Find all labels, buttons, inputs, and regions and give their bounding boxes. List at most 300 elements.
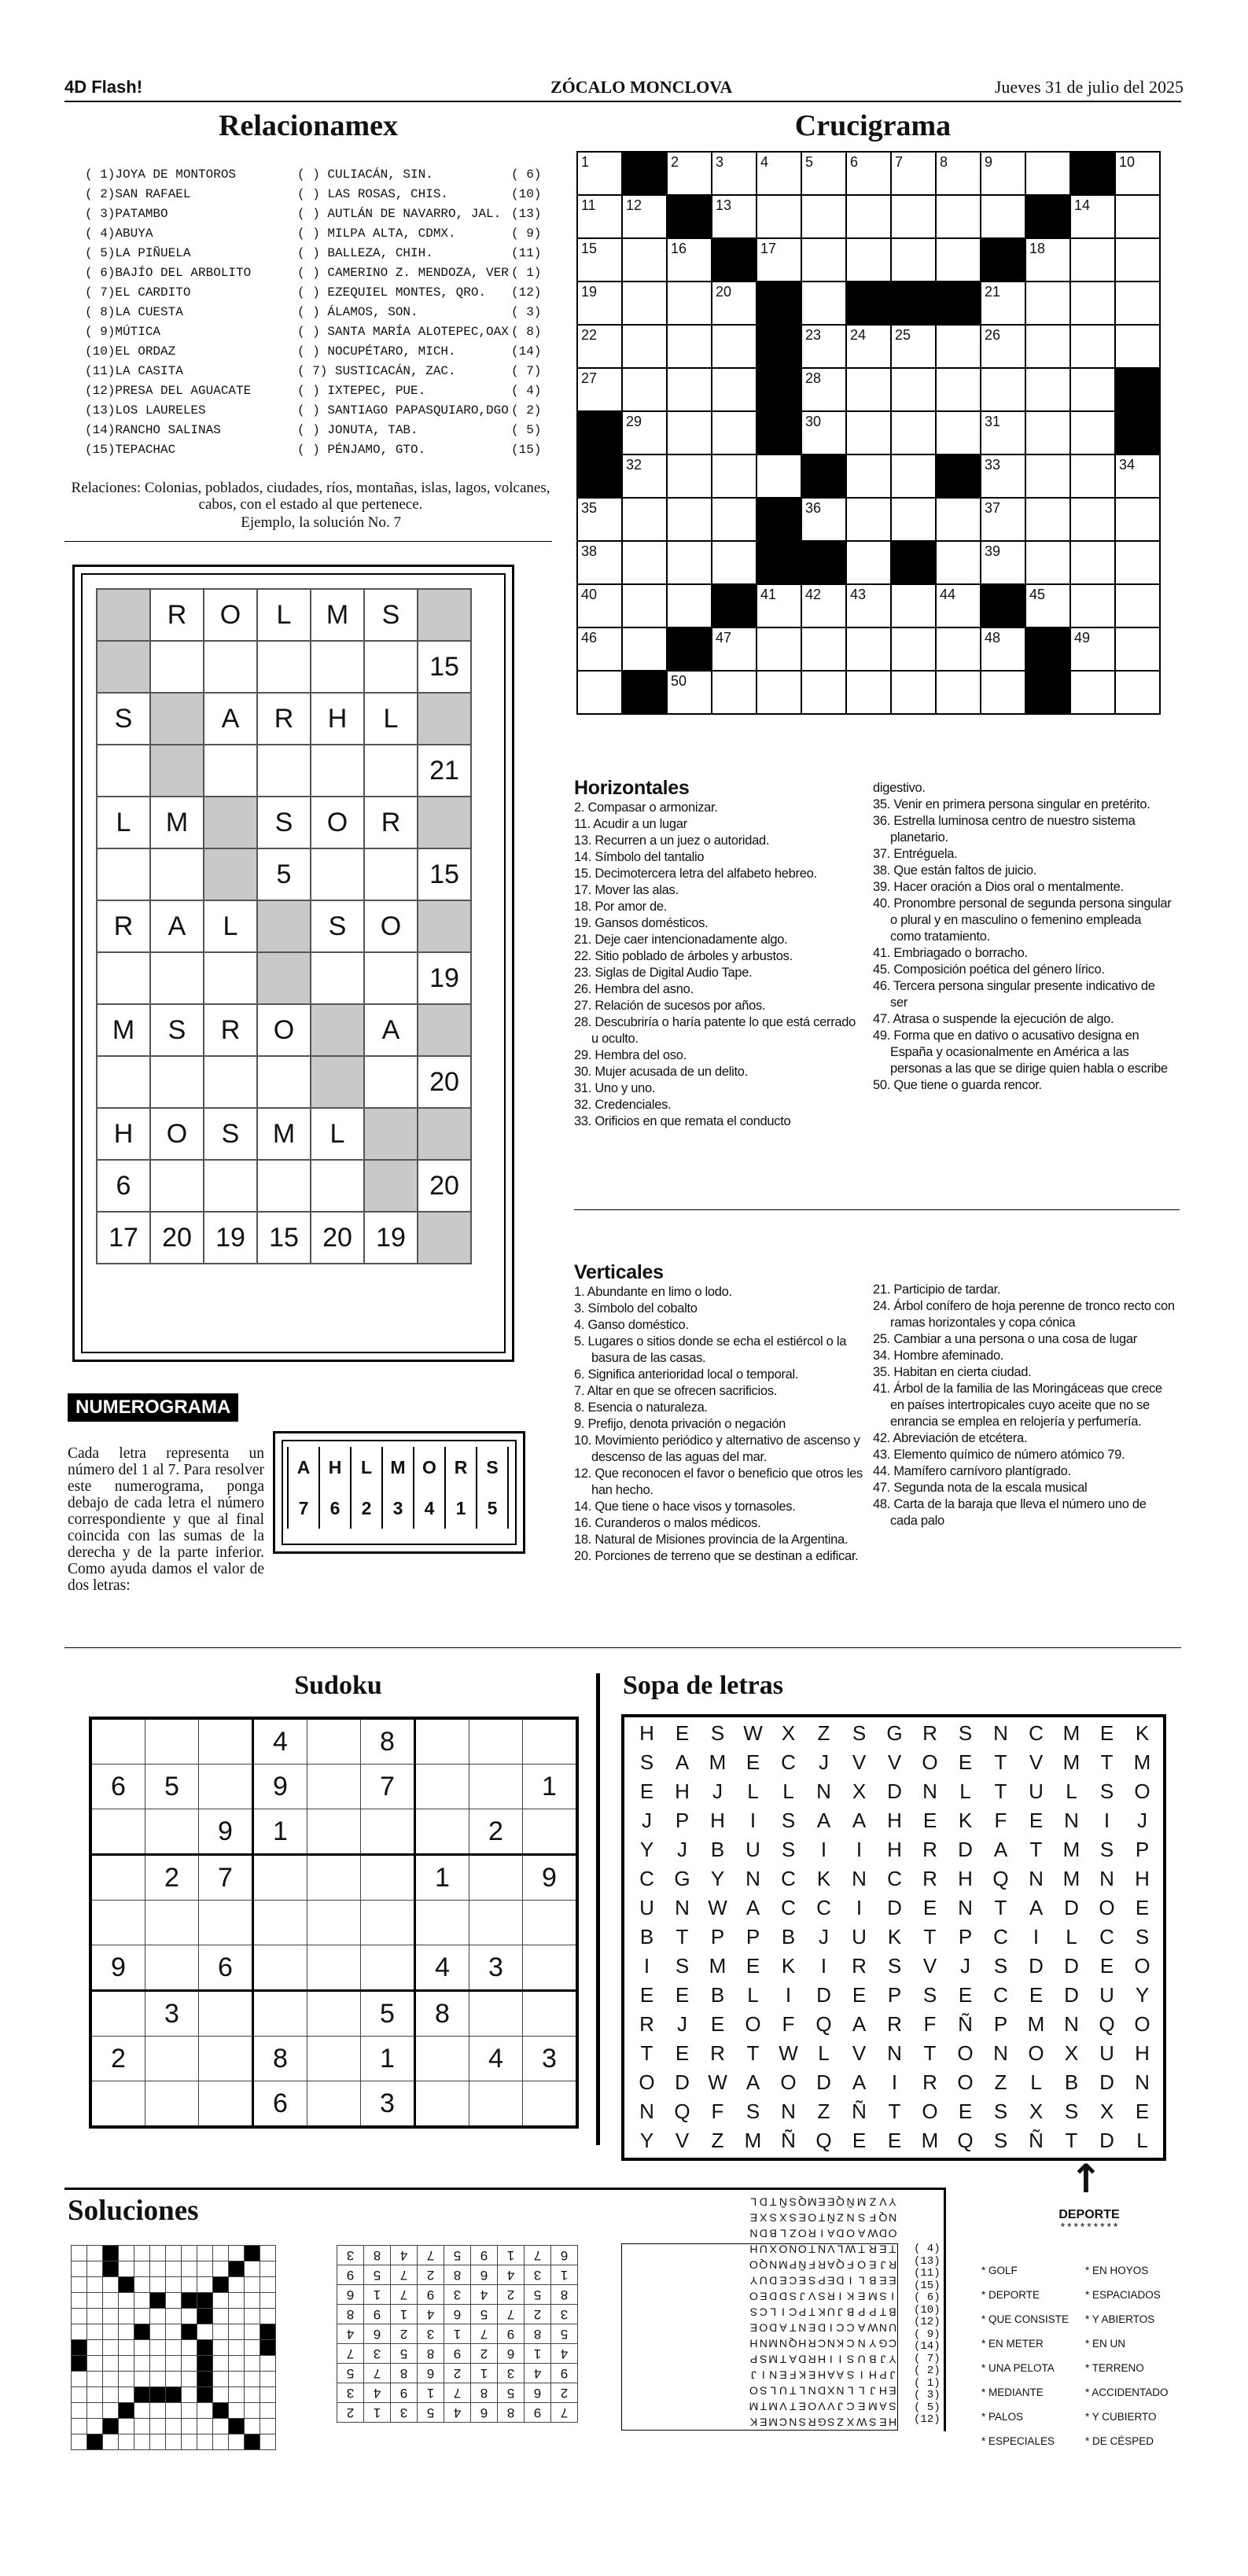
crossword-cell[interactable] [622,541,667,584]
word-search-letter[interactable]: P [818,2274,826,2287]
word-search-letter[interactable]: N [888,2211,897,2225]
word-search-letter[interactable]: R [808,2227,816,2240]
crossword-cell[interactable]: 18 [1025,238,1070,282]
sudoku-cell[interactable] [90,1809,145,1855]
word-search-letter[interactable]: I [856,1896,863,1919]
crossword-cell[interactable] [1070,584,1115,627]
word-search-letter[interactable]: L [858,2274,865,2287]
crossword-cell[interactable] [622,238,667,282]
crossword-cell[interactable] [1025,325,1070,368]
word-search-letter[interactable]: M [709,1750,727,1774]
sudoku-cell[interactable] [90,2081,145,2128]
word-search-letter[interactable]: V [922,1954,937,1978]
word-search-letter[interactable]: E [858,2400,866,2413]
word-search-letter[interactable]: C [789,2306,797,2319]
crossword-cell[interactable]: 5 [801,152,846,195]
word-search-letter[interactable]: Ñ [958,2012,973,2036]
word-search-letter[interactable]: A [675,1750,690,1774]
word-search-letter[interactable]: F [923,2012,937,2036]
word-search-letter[interactable]: M [768,2416,779,2429]
sudoku-cell[interactable] [415,1901,469,1945]
sudoku-cell[interactable] [253,1991,307,2037]
word-search-letter[interactable]: O [749,2258,758,2272]
word-search-letter[interactable]: A [745,2070,760,2094]
word-search-letter[interactable]: N [789,2243,797,2256]
crossword-cell[interactable]: 36 [801,498,846,541]
sudoku-cell[interactable] [523,1718,578,1765]
word-search-letter[interactable]: U [759,2243,768,2256]
word-search-letter[interactable]: E [1135,1896,1150,1919]
word-search-letter[interactable]: C [1029,1721,1044,1745]
word-search-letter[interactable]: M [768,2400,779,2413]
word-search-letter[interactable]: T [769,2195,777,2209]
word-search-letter[interactable]: I [749,1809,757,1832]
word-search-letter[interactable]: R [922,2070,937,2094]
word-search-letter[interactable]: W [867,2227,878,2240]
word-search-letter[interactable]: H [710,1809,725,1832]
crossword-cell[interactable]: 8 [936,152,981,195]
word-search-letter[interactable]: F [808,2258,816,2272]
sudoku-cell[interactable] [307,1855,361,1901]
word-search-letter[interactable]: A [816,1809,831,1832]
word-search-letter[interactable]: N [781,2099,796,2123]
word-search-letter[interactable]: D [958,1838,973,1861]
word-search-letter[interactable]: S [745,2099,760,2123]
word-search-letter[interactable]: I [860,2368,863,2382]
word-search-letter[interactable]: C [781,1750,796,1774]
word-search-letter[interactable]: A [993,1838,1008,1861]
sudoku-cell[interactable] [90,1901,145,1945]
crossword-cell[interactable] [667,454,712,498]
word-search-letter[interactable]: N [745,1867,760,1890]
word-search-letter[interactable]: J [712,1779,723,1803]
crossword-cell[interactable]: 40 [577,584,622,627]
word-search-letter[interactable]: U [1029,1779,1044,1803]
crossword-cell[interactable]: 39 [981,541,1025,584]
word-search-letter[interactable]: E [922,1809,937,1832]
crossword-cell[interactable]: 7 [891,152,936,195]
crossword-cell[interactable]: 3 [712,152,757,195]
word-search-letter[interactable]: M [779,2258,788,2272]
word-search-letter[interactable]: P [858,2306,866,2319]
word-search-letter[interactable]: T [923,2041,937,2065]
word-search-letter[interactable]: R [808,2337,816,2350]
word-search-letter[interactable]: Y [889,2353,896,2366]
word-search-letter[interactable]: S [1064,2099,1079,2123]
word-search-letter[interactable]: J [819,1750,829,1774]
word-search-letter[interactable]: R [852,1954,867,1978]
word-search-letter[interactable]: W [856,2416,867,2429]
sudoku-cell[interactable] [307,2037,361,2081]
word-search-letter[interactable]: O [1134,2012,1150,2036]
word-search-letter[interactable]: E [858,2290,866,2303]
word-search-letter[interactable]: E [958,1983,973,2007]
word-search-letter[interactable]: C [781,1896,796,1919]
word-search-letter[interactable]: Q [797,2195,807,2209]
word-search-letter[interactable]: E [760,2416,768,2429]
word-search-letter[interactable]: Ñ [1029,2129,1044,2152]
word-search-letter[interactable]: X [1029,2099,1044,2123]
word-search-letter[interactable]: E [958,1750,973,1774]
word-search-letter[interactable]: E [798,2274,807,2287]
word-search-letter[interactable]: K [818,2306,826,2319]
word-search-letter[interactable]: H [868,2368,877,2382]
word-search-letter[interactable]: N [798,2321,807,2335]
word-search-letter[interactable]: D [878,2227,888,2240]
word-search-letter[interactable]: D [759,2227,768,2240]
crossword-cell[interactable] [846,238,891,282]
word-search-letter[interactable]: U [779,2384,788,2398]
word-search-letter[interactable]: H [818,2368,826,2382]
sudoku-cell[interactable] [145,1809,199,1855]
word-search-letter[interactable]: N [846,2211,855,2225]
word-search-letter[interactable]: N [818,2243,826,2256]
word-search-letter[interactable]: S [781,1809,796,1832]
sudoku-cell[interactable] [523,1809,578,1855]
word-search-letter[interactable]: O [957,2070,974,2094]
crossword-cell[interactable] [891,238,936,282]
word-search-letter[interactable]: E [889,2384,896,2398]
word-search-letter[interactable]: D [798,2353,807,2366]
word-search-letter[interactable]: U [759,2274,768,2287]
word-search-letter[interactable]: B [710,1838,725,1861]
word-search-letter[interactable]: E [749,2321,758,2335]
word-search-letter[interactable]: K [749,2416,758,2429]
word-search-letter[interactable]: Q [815,2012,832,2036]
word-search-letter[interactable]: O [749,2290,758,2303]
word-search-letter[interactable]: E [922,1896,937,1919]
word-search-letter[interactable]: G [878,2337,888,2350]
word-search-letter[interactable]: S [710,1721,725,1745]
word-search-letter[interactable]: W [743,1721,763,1745]
sudoku-cell[interactable] [253,1901,307,1945]
word-search-letter[interactable]: J [960,1954,970,1978]
word-search-letter[interactable]: E [675,2041,690,2065]
crossword-cell[interactable] [936,325,981,368]
word-search-letter[interactable]: H [749,2337,758,2350]
word-search-letter[interactable]: L [770,2306,777,2319]
crossword-cell[interactable] [891,411,936,454]
word-search-letter[interactable]: A [827,2227,835,2240]
crossword-cell[interactable]: 28 [801,368,846,411]
sudoku-cell[interactable] [307,1945,361,1991]
word-search-letter[interactable]: W [708,2070,727,2094]
word-search-letter[interactable]: V [852,1750,867,1774]
crossword-cell[interactable]: 12 [622,195,667,238]
word-search-letter[interactable]: E [1029,1809,1044,1832]
word-search-letter[interactable]: E [889,2274,896,2287]
word-search-letter[interactable]: O [857,2258,867,2272]
word-search-letter[interactable]: I [820,1954,827,1978]
word-search-letter[interactable]: M [709,1954,727,1978]
sudoku-cell[interactable] [145,2081,199,2128]
sudoku-cell[interactable] [415,1718,469,1765]
crossword-cell[interactable]: 38 [577,541,622,584]
crossword-cell[interactable]: 42 [801,584,846,627]
word-search-letter[interactable]: Q [815,2129,832,2152]
word-search-letter[interactable]: E [869,2258,877,2272]
word-search-letter[interactable]: X [760,2211,768,2225]
word-search-letter[interactable]: T [888,2099,901,2123]
crossword-cell[interactable]: 44 [936,584,981,627]
crossword-cell[interactable] [577,671,622,714]
word-search-letter[interactable]: F [869,2211,877,2225]
crossword-cell[interactable] [981,368,1025,411]
crossword-cell[interactable] [712,368,757,411]
word-search-letter[interactable]: U [888,2321,897,2335]
word-search-letter[interactable]: S [993,2129,1008,2152]
word-search-letter[interactable]: L [747,1779,759,1803]
word-search-letter[interactable]: X [1099,2099,1114,2123]
sudoku-cell[interactable] [145,1901,199,1945]
crossword-cell[interactable] [1115,541,1160,584]
word-search-letter[interactable]: E [827,2274,835,2287]
word-search-letter[interactable]: N [779,2337,788,2350]
word-search-letter[interactable]: D [818,2321,826,2335]
word-search-letter[interactable]: R [808,2353,816,2366]
word-search-letter[interactable]: I [761,2368,765,2382]
crossword-cell[interactable] [936,671,981,714]
sudoku-cell[interactable] [469,1718,523,1765]
word-search-letter[interactable]: L [780,2227,786,2240]
word-search-letter[interactable]: L [1030,2070,1042,2094]
crossword-cell[interactable]: 1 [577,152,622,195]
word-search-letter[interactable]: K [1135,1721,1150,1745]
word-search-letter[interactable]: N [675,1896,690,1919]
word-search-letter[interactable]: K [887,1925,902,1949]
word-search-letter[interactable]: C [887,1867,902,1890]
word-search-letter[interactable]: S [1135,1925,1150,1949]
word-search-letter[interactable]: R [868,2243,877,2256]
word-search-letter[interactable]: N [1135,2070,1150,2094]
word-search-letter[interactable]: N [857,2337,866,2350]
word-search-letter[interactable]: H [675,1779,690,1803]
crossword-cell[interactable]: 16 [667,238,712,282]
sudoku-cell[interactable] [307,1809,361,1855]
word-search-letter[interactable]: M [856,2195,867,2209]
crossword-cell[interactable] [757,627,801,671]
word-search-letter[interactable]: Y [869,2337,877,2350]
sudoku-cell[interactable] [307,1901,361,1945]
word-search-letter[interactable]: E [745,1954,760,1978]
sudoku-cell[interactable] [415,1765,469,1809]
crossword-cell[interactable] [757,671,801,714]
crossword-cell[interactable] [891,498,936,541]
crossword-cell[interactable] [667,282,712,325]
word-search-letter[interactable]: J [837,2306,843,2319]
crossword-cell[interactable]: 26 [981,325,1025,368]
word-search-letter[interactable]: Q [878,2211,888,2225]
word-search-letter[interactable]: U [852,1925,867,1949]
word-search-letter[interactable]: T [808,2243,816,2256]
word-search-letter[interactable]: Q [674,2099,690,2123]
word-search-letter[interactable]: R [808,2416,816,2429]
word-search-letter[interactable]: K [816,1867,831,1890]
crossword-cell[interactable] [846,411,891,454]
crossword-cell[interactable] [1070,454,1115,498]
crossword-cell[interactable]: 49 [1070,627,1115,671]
word-search-letter[interactable]: G [817,2416,826,2429]
word-search-letter[interactable]: V [827,2400,835,2413]
word-search-letter[interactable]: S [1099,1838,1114,1861]
word-search-letter[interactable]: S [889,2400,896,2413]
word-search-letter[interactable]: V [808,2290,816,2303]
word-search-letter[interactable]: N [789,2416,797,2429]
word-search-letter[interactable]: F [782,2012,795,2036]
word-search-letter[interactable]: H [958,1867,973,1890]
word-search-letter[interactable]: M [868,2400,878,2413]
word-search-letter[interactable]: A [858,2227,866,2240]
word-search-letter[interactable]: X [827,2384,835,2398]
word-search-letter[interactable]: M [807,2195,817,2209]
sudoku-cell[interactable] [199,2081,253,2128]
word-search-letter[interactable]: R [639,2012,654,2036]
crossword-cell[interactable] [1070,541,1115,584]
crossword-cell[interactable] [1025,541,1070,584]
word-search-letter[interactable]: R [922,1838,937,1861]
word-search-letter[interactable]: S [760,2384,768,2398]
word-search-letter[interactable]: T [790,2384,797,2398]
sudoku-cell[interactable] [307,2081,361,2128]
crossword-cell[interactable]: 47 [712,627,757,671]
crossword-cell[interactable] [667,411,712,454]
word-search-letter[interactable]: D [769,2274,778,2287]
word-search-letter[interactable]: L [1136,2129,1148,2152]
word-search-letter[interactable]: T [923,1925,937,1949]
word-search-letter[interactable]: L [858,2384,865,2398]
crossword-cell[interactable]: 37 [981,498,1025,541]
word-search-letter[interactable]: O [1134,1779,1150,1803]
crossword-cell[interactable] [801,671,846,714]
word-search-letter[interactable]: I [856,1838,863,1861]
crossword-cell[interactable] [712,541,757,584]
word-search-letter[interactable]: V [779,2400,787,2413]
word-search-letter[interactable]: O [808,2211,817,2225]
word-search-letter[interactable]: E [879,2243,887,2256]
word-search-letter[interactable]: S [818,2290,826,2303]
word-search-letter[interactable]: D [816,1983,831,2007]
crossword-cell[interactable] [1070,671,1115,714]
word-search-letter[interactable]: W [867,2321,878,2335]
word-search-letter[interactable]: C [818,2337,826,2350]
word-search-letter[interactable]: Q [835,2258,845,2272]
word-search-letter[interactable]: Z [837,2416,844,2429]
word-search-letter[interactable]: E [798,2211,807,2225]
word-search-letter[interactable]: J [677,1838,687,1861]
word-search-letter[interactable]: L [847,2384,854,2398]
word-search-letter[interactable]: Q [835,2195,845,2209]
crossword-cell[interactable] [936,541,981,584]
word-search-letter[interactable]: N [1064,1809,1079,1832]
crossword-cell[interactable] [891,584,936,627]
word-search-letter[interactable]: A [852,2070,867,2094]
word-search-letter[interactable]: L [799,2384,806,2398]
word-search-letter[interactable]: Q [957,2129,974,2152]
word-search-letter[interactable]: E [710,2012,725,2036]
word-search-letter[interactable]: V [1029,1750,1044,1774]
word-search-letter[interactable]: P [1135,1838,1150,1861]
word-search-letter[interactable]: C [993,1925,1008,1949]
word-search-letter[interactable]: J [880,2258,886,2272]
crossword-cell[interactable] [891,195,936,238]
sudoku-cell[interactable] [199,1901,253,1945]
sudoku-cell[interactable] [523,1901,578,1945]
crossword-cell[interactable] [667,498,712,541]
word-search-letter[interactable]: O [808,2400,817,2413]
crossword-cell[interactable] [712,498,757,541]
word-search-letter[interactable]: J [889,2368,896,2382]
word-search-letter[interactable]: V [852,2041,867,2065]
crossword-cell[interactable] [622,368,667,411]
word-search-letter[interactable]: N [922,1779,937,1803]
word-search-letter[interactable]: O [780,2070,797,2094]
word-search-letter[interactable]: P [958,1925,973,1949]
sudoku-cell[interactable] [90,1991,145,2037]
word-search-letter[interactable]: W [845,2243,856,2256]
crossword-cell[interactable] [1115,671,1160,714]
word-search-letter[interactable]: T [818,2211,826,2225]
word-search-letter[interactable]: X [1064,2041,1079,2065]
sudoku-cell[interactable] [199,2037,253,2081]
word-search-letter[interactable]: M [1062,1750,1080,1774]
word-search-letter[interactable]: L [818,2041,830,2065]
word-search-letter[interactable]: R [888,2258,897,2272]
word-search-letter[interactable]: D [759,2195,768,2209]
word-search-letter[interactable]: C [888,2337,897,2350]
crossword-cell[interactable] [801,238,846,282]
crossword-cell[interactable] [846,454,891,498]
sudoku-cell[interactable] [469,1991,523,2037]
word-search-letter[interactable]: O [749,2384,758,2398]
word-search-letter[interactable]: F [711,2099,724,2123]
word-search-letter[interactable]: E [818,2195,826,2209]
word-search-letter[interactable]: E [675,1721,690,1745]
crossword-cell[interactable] [846,541,891,584]
word-search-letter[interactable]: E [1099,1954,1114,1978]
sudoku-cell[interactable] [361,1945,415,1991]
word-search-letter[interactable]: J [799,2290,805,2303]
word-search-letter[interactable]: Q [759,2258,768,2272]
sudoku-cell[interactable] [145,1945,199,1991]
word-search-letter[interactable]: R [922,1721,937,1745]
word-search-letter[interactable]: N [826,2337,835,2350]
word-search-letter[interactable]: Q [992,1867,1009,1890]
word-search-letter[interactable]: S [869,2416,877,2429]
word-search-letter[interactable]: E [1099,1721,1114,1745]
word-search-letter[interactable]: P [675,1809,690,1832]
word-search-letter[interactable]: O [759,2321,768,2335]
word-search-letter[interactable]: E [808,2368,816,2382]
crossword-cell[interactable] [1115,282,1160,325]
crossword-cell[interactable]: 46 [577,627,622,671]
crossword-cell[interactable]: 22 [577,325,622,368]
word-search-letter[interactable]: X [769,2243,777,2256]
word-search-letter[interactable]: F [790,2368,797,2382]
crossword-cell[interactable]: 6 [846,152,891,195]
word-search-letter[interactable]: O [922,1750,938,1774]
word-search-letter[interactable]: P [798,2306,807,2319]
word-search-letter[interactable]: L [750,2195,757,2209]
word-search-letter[interactable]: T [879,2306,887,2319]
word-search-letter[interactable]: P [879,2368,887,2382]
crossword-cell[interactable]: 20 [712,282,757,325]
word-search-letter[interactable]: U [639,1896,654,1919]
sudoku-cell[interactable] [523,2081,578,2128]
crossword-cell[interactable] [712,411,757,454]
word-search-letter[interactable]: E [639,1779,654,1803]
sudoku-cell[interactable] [469,2081,523,2128]
word-search-letter[interactable]: D [1029,1954,1044,1978]
